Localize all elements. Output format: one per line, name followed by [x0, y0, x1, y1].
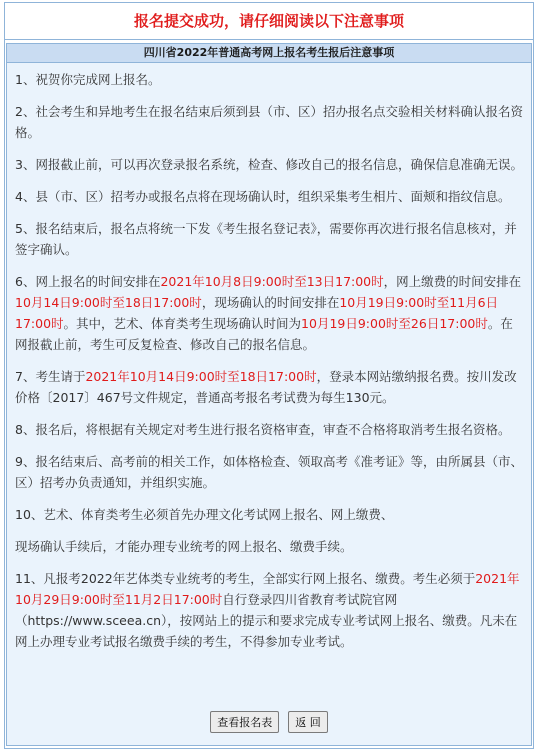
notice-item-6-text-5: 。在网报截止前，考生可反复检查、修改自己的报名信息。 — [15, 316, 513, 352]
notice-item-11-text-1: 11、凡报考2022年艺体类专业统考的考生，全部实行网上报名、缴费。考生必须于 — [15, 571, 476, 586]
notice-item-8: 8、报名后，将根据有关规定对考生进行报名资格审查，审查不合格将取消考生报名资格。 — [15, 422, 511, 437]
notice-item-9: 9、报名结束后、高考前的相关工作，如体格检查、领取高考《准考证》等，由所属县（市、区）招考办负责通知，并组织实施。 — [15, 454, 523, 490]
online-registration-time: 2021年10月8日9:00时至13日17:00时 — [160, 274, 384, 289]
notice-item-7-text-2: ，登录本网站缴纳报名费。按川发改价格〔2017〕467号文件规定，普通高考报名考试费为每生130元。 — [15, 369, 517, 405]
view-registration-form-button[interactable]: 查看报名表 — [210, 711, 279, 733]
notice-item-10b: 现场确认手续后，才能办理专业统考的网上报名、缴费手续。 — [15, 539, 353, 554]
art-sports-confirmation-time: 10月19日9:00时至26日17:00时 — [301, 316, 488, 331]
notice-item-11 — [15, 568, 523, 652]
notice-panel — [6, 43, 532, 746]
notice-item-11-text-2: 自行登录四川省教育考试院官网（https://www.sceea.cn），按网站上的提示和要求完成专业考试网上报名、缴费。凡未在网上办理专业考试报名缴费手续的考生，不得参加专业考试。 — [15, 592, 518, 649]
notice-item-3: 3、网报截止前，可以再次登录报名系统，检查、修改自己的报名信息，确保信息准确无误。 — [15, 157, 523, 172]
notice-item-7 — [15, 366, 523, 408]
notice-item-6-text-4: 。其中，艺术、体育类考生现场确认时间为 — [63, 316, 302, 331]
notice-content — [7, 63, 531, 652]
fee-payment-time: 2021年10月14日9:00时至18日17:00时 — [85, 369, 317, 384]
page-title: 报名提交成功，请仔细阅读以下注意事项 — [5, 3, 533, 40]
art-exam-registration-time: 2021年10月29日9:00时至11月2日17:00时 — [15, 571, 520, 607]
notice-item-7-text-1: 7、考生请于 — [15, 369, 86, 384]
action-bar — [7, 711, 531, 733]
notice-item-2: 2、社会考生和异地考生在报名结束后须到县（市、区）招办报名点交验相关材料确认报名资格。 — [15, 104, 523, 140]
notice-item-5: 5、报名结束后，报名点将统一下发《考生报名登记表》，需要你再次进行报名信息核对，并签字确认。 — [15, 221, 517, 257]
notice-item-6-text-2: ，网上缴费的时间安排在 — [383, 274, 522, 289]
notice-item-1: 1、祝贺你完成网上报名。 — [15, 72, 161, 87]
notice-window — [4, 2, 534, 749]
notice-item-6 — [15, 271, 523, 355]
online-payment-time: 10月14日9:00时至18日17:00时 — [15, 295, 202, 310]
back-button[interactable]: 返 回 — [288, 711, 328, 733]
notice-item-10a: 10、艺术、体育类考生必须首先办理文化考试网上报名、网上缴费、 — [15, 507, 394, 522]
notice-item-6-text-3: ，现场确认的时间安排在 — [201, 295, 340, 310]
onsite-confirmation-time: 10月19日9:00时至11月6日17:00时 — [15, 295, 499, 331]
notice-subtitle: 四川省2022年普通高考网上报名考生报后注意事项 — [7, 44, 531, 63]
notice-item-6-text-1: 6、网上报名的时间安排在 — [15, 274, 161, 289]
notice-item-4: 4、县（市、区）招考办或报名点将在现场确认时，组织采集考生相片、面颊和指纹信息。 — [15, 189, 511, 204]
